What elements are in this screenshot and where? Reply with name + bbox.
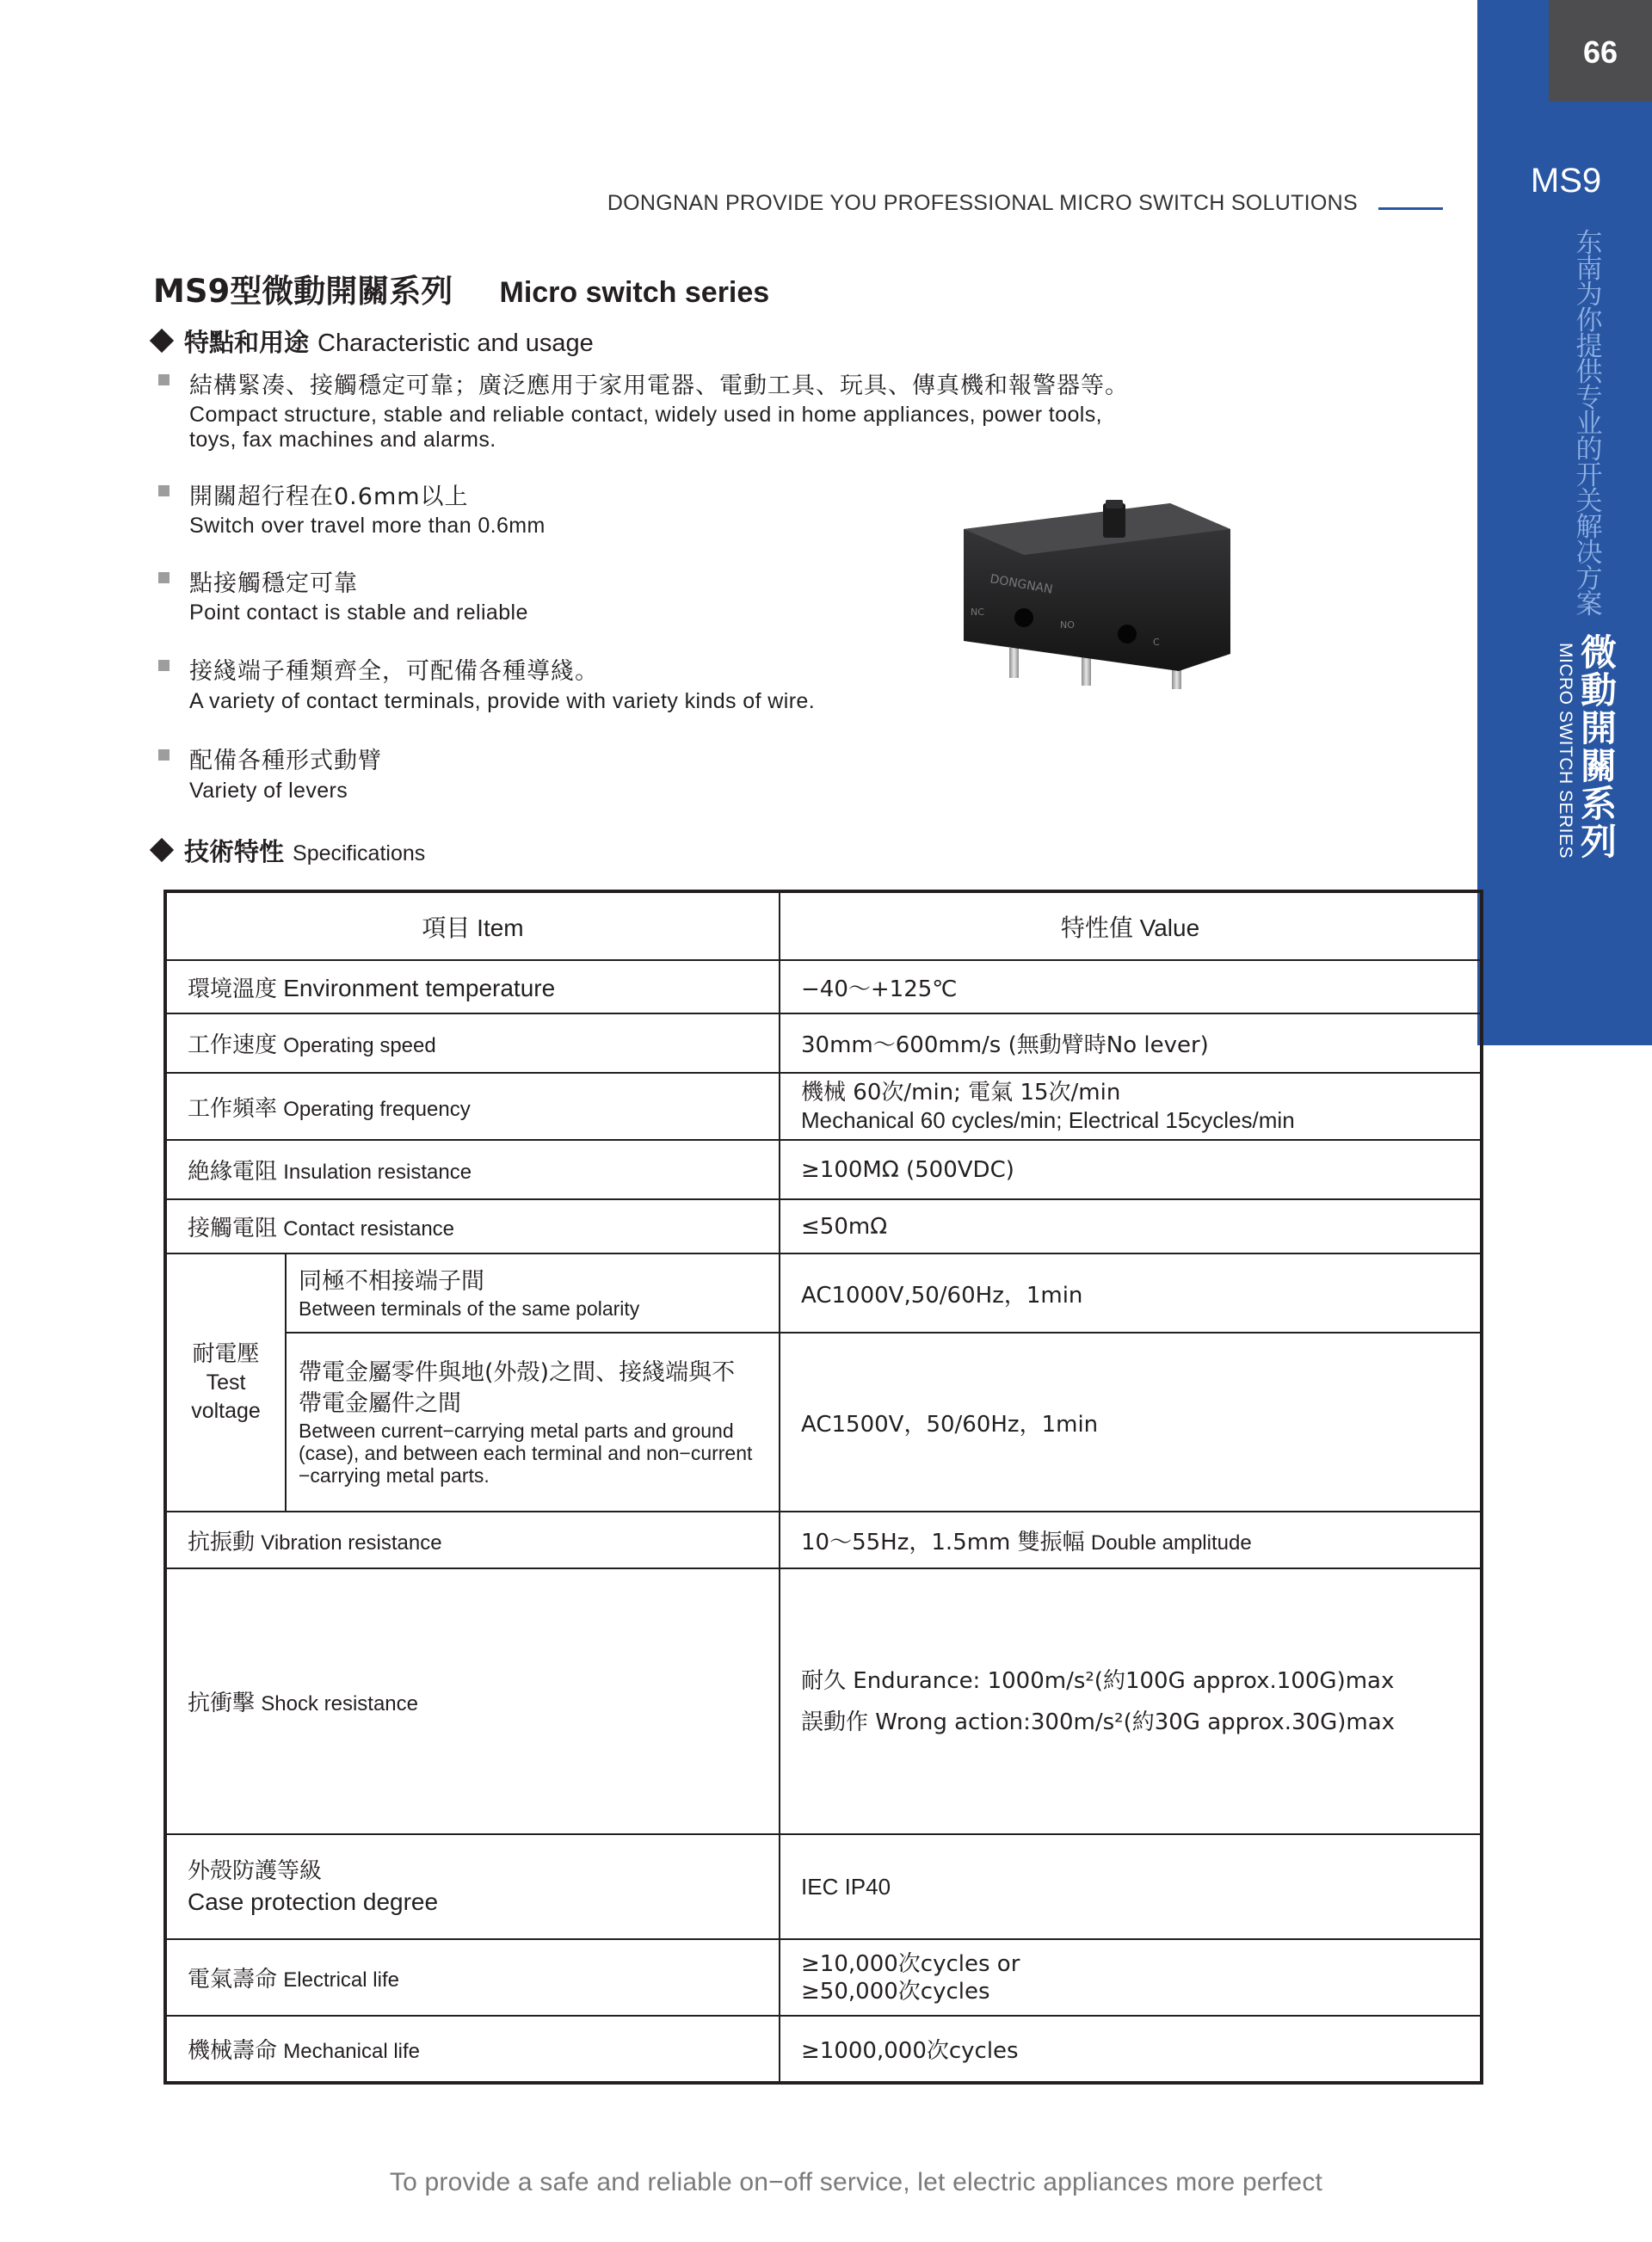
characteristics-heading bbox=[153, 323, 594, 359]
row-label: 電氣壽命 Electrical life bbox=[165, 1939, 780, 2016]
feature-en-line2: toys, fax machines and alarms. bbox=[189, 428, 496, 452]
diamond-bullet-icon bbox=[150, 329, 174, 353]
specifications-heading-cn: 技術特性 bbox=[184, 837, 285, 866]
table-row bbox=[165, 1939, 1482, 2016]
header-item: 項目 Item bbox=[165, 891, 780, 960]
feature-cn: 接綫端子種類齊全，可配備各種導綫。 bbox=[189, 658, 599, 685]
characteristics-heading-en: Characteristic and usage bbox=[317, 330, 594, 357]
row-value: ≥1000,000次cycles bbox=[780, 2016, 1482, 2083]
footer-slogan: To provide a safe and reliable on−off service, let electric appliances more perfect bbox=[389, 2168, 1323, 2196]
square-bullet-icon bbox=[158, 572, 170, 583]
sidebar-series-en-wrap bbox=[1555, 643, 1581, 858]
table-row bbox=[165, 960, 1482, 1013]
row-value: ≤50mΩ bbox=[780, 1199, 1482, 1253]
specifications-table bbox=[163, 890, 1483, 2085]
specifications-heading bbox=[153, 833, 425, 868]
feature-en-line1: Switch over travel more than 0.6mm bbox=[189, 514, 546, 538]
row-value: ≥100MΩ (500VDC) bbox=[780, 1140, 1482, 1199]
header-tagline: DONGNAN PROVIDE YOU PROFESSIONAL MICRO SWITCH SOLUTIONS bbox=[607, 191, 1358, 215]
table-row bbox=[165, 1834, 1482, 1939]
table-row bbox=[165, 1333, 1482, 1512]
feature-cn: 點接觸穩定可靠 bbox=[189, 570, 358, 597]
row-value: 10～55Hz，1.5mm 雙振幅 Double amplitude bbox=[780, 1512, 1482, 1568]
header-value: 特性值 Value bbox=[780, 891, 1482, 960]
row-value: 耐久 Endurance: 1000m/s²(約100G approx.100G)max 誤動作 Wrong action:300m/s²(約30G approx.30G)max bbox=[780, 1568, 1482, 1834]
table-row bbox=[165, 2016, 1482, 2083]
product-label-nc: NC bbox=[971, 607, 984, 618]
row-label: 接觸電阻 Contact resistance bbox=[165, 1199, 780, 1253]
micro-switch-product-image bbox=[955, 495, 1239, 693]
row-label: 環境溫度 Environment temperature bbox=[165, 960, 780, 1013]
row-label: 抗振動 Vibration resistance bbox=[165, 1512, 780, 1568]
square-bullet-icon bbox=[158, 485, 170, 496]
feature-cn: 開關超行程在0.6mm以上 bbox=[189, 484, 469, 510]
product-brand: DONGNAN bbox=[989, 572, 1054, 597]
test-voltage-sub2: 帶電金屬零件與地(外殻)之間、接綫端與不 帶電金屬件之間 Between current−carrying metal parts and ground (case), and between each terminal and non−current −carrying metal parts. bbox=[286, 1333, 780, 1512]
row-label: 外殻防護等級 Case protection degree bbox=[165, 1834, 780, 1939]
test-voltage-sub1: 同極不相接端子間 Between terminals of the same polarity bbox=[286, 1253, 780, 1333]
feature-cn: 結構緊凑、接觸穩定可靠；廣泛應用于家用電器、電動工具、玩具、傳真機和報警器等。 bbox=[189, 373, 1129, 399]
table-row bbox=[165, 1253, 1482, 1333]
row-value: AC1500V，50/60Hz，1min bbox=[780, 1333, 1482, 1512]
row-value: ≥10,000次cycles or ≥50,000次cycles bbox=[780, 1939, 1482, 2016]
square-bullet-icon bbox=[158, 660, 170, 671]
page-title bbox=[153, 265, 769, 311]
row-label: 絶緣電阻 Insulation resistance bbox=[165, 1140, 780, 1199]
table-row bbox=[165, 1073, 1482, 1140]
table-row bbox=[165, 1140, 1482, 1199]
sidebar-slogan: 东南为你提供专业的开关解决方案 bbox=[1575, 228, 1603, 620]
feature-en-line1: A variety of contact terminals, provide with variety kinds of wire. bbox=[189, 689, 816, 713]
sidebar-tab bbox=[1477, 0, 1652, 1045]
feature-cn: 配備各種形式動臂 bbox=[189, 748, 382, 774]
product-label-c: C bbox=[1153, 637, 1160, 648]
feature-en-line1: Variety of levers bbox=[189, 779, 348, 803]
table-header-row bbox=[165, 891, 1482, 960]
sidebar-tab-cut bbox=[1477, 959, 1652, 1045]
header-rule bbox=[1378, 207, 1443, 210]
row-value: 30mm～600mm/s (無動臂時No lever) bbox=[780, 1013, 1482, 1073]
feature-en-line1: Point contact is stable and reliable bbox=[189, 601, 528, 625]
row-value: IEC IP40 bbox=[780, 1834, 1482, 1939]
square-bullet-icon bbox=[158, 749, 170, 761]
table-row bbox=[165, 1512, 1482, 1568]
test-voltage-label: 耐電壓 Test voltage bbox=[165, 1253, 286, 1512]
characteristics-heading-cn: 特點和用途 bbox=[184, 328, 310, 357]
page-title-en: Micro switch series bbox=[499, 276, 770, 309]
page-title-cn: MS9型微動開關系列 bbox=[153, 273, 453, 310]
table-row bbox=[165, 1013, 1482, 1073]
row-value: 機械 60次/min; 電氣 15次/min Mechanical 60 cycles/min; Electrical 15cycles/min bbox=[780, 1073, 1482, 1140]
row-label: 工作速度 Operating speed bbox=[165, 1013, 780, 1073]
row-value: AC1000V,50/60Hz，1min bbox=[780, 1253, 1482, 1333]
row-label: 抗衝擊 Shock resistance bbox=[165, 1568, 780, 1834]
row-label: 機械壽命 Mechanical life bbox=[165, 2016, 780, 2083]
sidebar-series-cn: 微動開關系列 bbox=[1580, 631, 1617, 863]
specifications-heading-en: Specifications bbox=[293, 841, 426, 865]
sidebar-model: MS9 bbox=[1530, 162, 1602, 200]
table-row bbox=[165, 1199, 1482, 1253]
sidebar-series-en: MICRO SWITCH SERIES bbox=[1556, 643, 1575, 859]
row-label: 工作頻率 Operating frequency bbox=[165, 1073, 780, 1140]
diamond-bullet-icon bbox=[150, 838, 174, 862]
row-value: −40～+125℃ bbox=[780, 960, 1482, 1013]
square-bullet-icon bbox=[158, 374, 170, 385]
table-row bbox=[165, 1568, 1482, 1834]
product-label-no: NO bbox=[1060, 619, 1075, 631]
feature-en-line1: Compact structure, stable and reliable contact, widely used in home appliances, power tools, bbox=[189, 403, 1102, 427]
page-number: 66 bbox=[1582, 34, 1618, 70]
